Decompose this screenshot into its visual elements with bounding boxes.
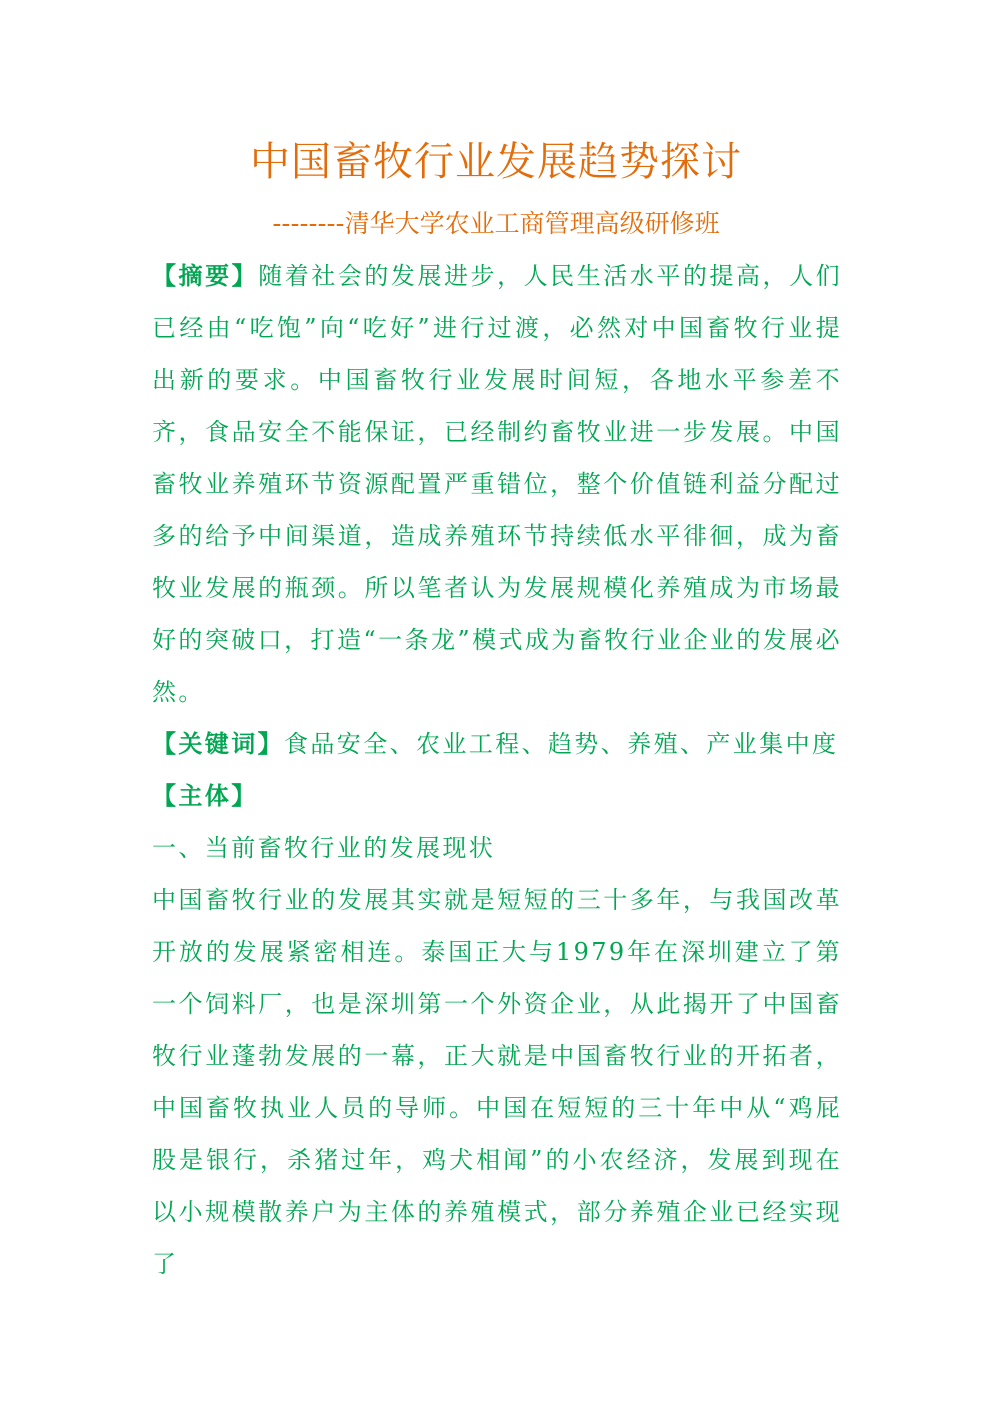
document-body (152, 250, 842, 1290)
document-title: 中国畜牧行业发展趋势探讨 (250, 139, 742, 185)
main-label: 【主体】 (152, 781, 258, 810)
keywords-text: 食品安全、农业工程、趋势、养殖、产业集中度 (284, 730, 839, 758)
abstract-label: 【摘要】 (152, 261, 259, 290)
section-paragraph: 中国畜牧行业的发展其实就是短短的三十多年，与我国改革开放的发展紧密相连。泰国正大与1979年在深圳建立了第一个饲料厂，也是深圳第一个外资企业，从此揭开了中国畜牧行业蓬勃发展的一幕，正大就是中国畜牧行业的开拓者，中国畜牧执业人员的导师。中国在短短的三十年中从“鸡屁股是银行，杀猪过年，鸡犬相闻”的小农经济，发展到现在以小规模散养户为主体的养殖模式，部分养殖企业已经实现了 (152, 886, 842, 1278)
abstract-paragraph (152, 250, 842, 718)
main-label-paragraph (152, 770, 842, 822)
keywords-label: 【关键词】 (152, 729, 284, 758)
keywords-paragraph (152, 718, 842, 770)
document-subtitle: --------清华大学农业工商管理高级研修班 (272, 209, 720, 238)
abstract-text: 随着社会的发展进步，人民生活水平的提高，人们已经由“吃饱”向“吃好”进行过渡，必然对中国畜牧行业提出新的要求。中国畜牧行业发展时间短，各地水平参差不齐，食品安全不能保证，已经制约畜牧业进一步发展。中国畜牧业养殖环节资源配置严重错位，整个价值链利益分配过多的给予中间渠道，造成养殖环节持续低水平徘徊，成为畜牧业发展的瓶颈。所以笔者认为发展规模化养殖成为市场最好的突破口，打造“一条龙”模式成为畜牧行业企业的发展必然。 (152, 262, 842, 706)
section-heading: 一、当前畜牧行业的发展现状 (152, 834, 496, 862)
